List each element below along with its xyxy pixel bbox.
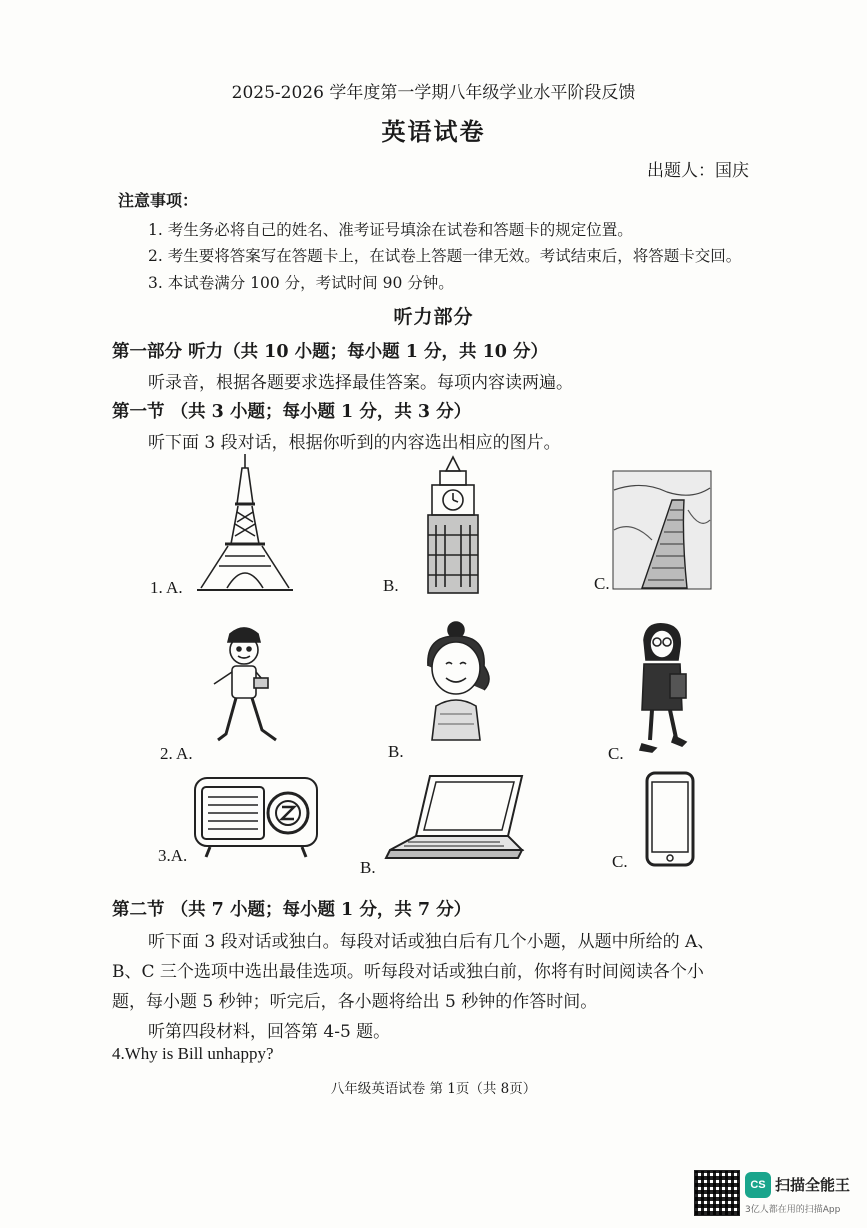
note-item: 3. 本试卷满分 100 分，考试时间 90 分钟。 xyxy=(148,274,454,292)
author-line: 出题人：国庆 xyxy=(647,161,749,181)
mobile-phone-icon xyxy=(644,770,696,868)
section-title: 听力部分 xyxy=(393,306,474,328)
boy-walking-icon xyxy=(204,622,284,752)
note-item: 2. 考生要将答案写在答题卡上，在试卷上答题一律无效。考试结束后，将答题卡交回。 xyxy=(148,247,742,265)
option-label: C. xyxy=(612,852,628,871)
option-label: 2. A. xyxy=(160,744,193,763)
big-ben-icon xyxy=(418,455,488,595)
part1-heading: 第一部分 听力（共 10 小题；每小题 1 分，共 10 分） xyxy=(112,342,549,362)
option-label: C. xyxy=(594,574,610,593)
exam-title: 英语试卷 xyxy=(381,117,486,146)
option-label: B. xyxy=(388,742,404,761)
sec1-heading: 第一节 （共 3 小题；每小题 1 分，共 3 分） xyxy=(112,402,472,422)
option-label: B. xyxy=(360,858,376,877)
camscanner-logo-icon: CS xyxy=(745,1172,771,1198)
sec2-text-line: 听下面 3 段对话或独白。每段对话或独白后有几个小题，从题中所给的 A、 xyxy=(148,932,715,952)
question-4: 4.Why is Bill unhappy? xyxy=(112,1044,274,1063)
girl-with-bag-icon xyxy=(632,620,692,755)
scanner-watermark xyxy=(694,1170,864,1222)
part1-instruction: 听录音，根据各题要求选择最佳答案。每项内容读两遍。 xyxy=(148,373,573,393)
laptop-icon xyxy=(380,772,525,867)
scanner-tagline: 3亿人都在用的扫描App xyxy=(745,1205,841,1215)
exam-header: 2025-2026 学年度第一学期八年级学业水平阶段反馈 xyxy=(231,83,636,103)
great-wall-icon xyxy=(612,470,712,590)
girl-smiling-icon xyxy=(410,620,502,742)
qr-code-icon xyxy=(694,1170,740,1216)
notes-title: 注意事项： xyxy=(118,191,199,210)
option-label: B. xyxy=(383,576,399,595)
sec2-heading: 第二节 （共 7 小题；每小题 1 分，共 7 分） xyxy=(112,900,472,920)
sec2-text-line: 题，每小题 5 秒钟；听完后，各小题将给出 5 秒钟的作答时间。 xyxy=(112,992,598,1012)
radio-icon xyxy=(192,775,320,860)
option-label: C. xyxy=(608,744,624,763)
sec2-material: 听第四段材料，回答第 4-5 题。 xyxy=(148,1022,391,1042)
page-footer: 八年级英语试卷 第 1页（共 8页） xyxy=(330,1081,537,1097)
eiffel-tower-icon xyxy=(195,452,295,594)
sec1-instruction: 听下面 3 段对话，根据你听到的内容选出相应的图片。 xyxy=(148,433,561,453)
option-label: 1. A. xyxy=(150,578,183,597)
option-label: 3.A. xyxy=(158,846,188,865)
scanner-app-name: 扫描全能王 xyxy=(775,1176,851,1194)
note-item: 1. 考生务必将自己的姓名、准考证号填涂在试卷和答题卡的规定位置。 xyxy=(148,221,633,239)
sec2-text-line: B、C 三个选项中选出最佳选项。听每段对话或独白前，你将有时间阅读各个小 xyxy=(112,962,704,982)
